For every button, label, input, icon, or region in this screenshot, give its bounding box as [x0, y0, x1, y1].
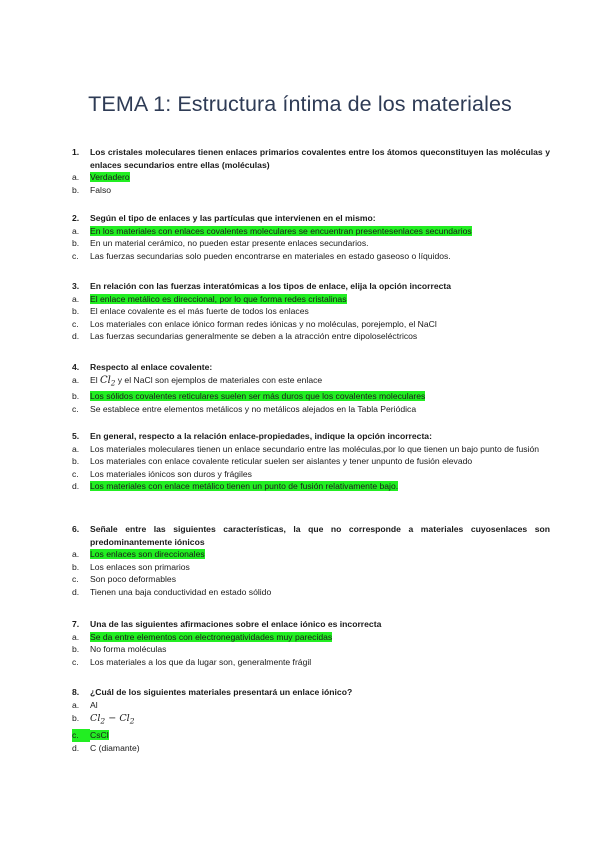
option-text: Al: [90, 699, 98, 710]
option-letter: b.: [72, 390, 80, 401]
option-text: Los materiales iónicos son duros y frágiles: [90, 468, 252, 479]
option-letter: b.: [72, 644, 80, 655]
option-b: [72, 390, 550, 403]
question-number: 1.: [72, 147, 80, 157]
option-d: [72, 480, 550, 493]
question-stem: [72, 430, 550, 443]
option-text-correct: Los enlaces son direccionales: [90, 549, 205, 560]
option-text: Los materiales moleculares tienen un enlace secundario entre las moléculas,por lo que tienen un bajo punto de fusión: [90, 443, 540, 454]
option-c: [72, 656, 550, 669]
question-text: Según el tipo de enlaces y las partículas que intervienen en el mismo:: [90, 213, 376, 223]
question-text: Los cristales moleculares tienen enlaces primarios covalentes entre los átomos queconstituyen las moléculas y enlaces secundarios entre ellas (moléculas): [90, 147, 550, 170]
option-a: [72, 225, 550, 238]
option-letter: b.: [72, 456, 80, 467]
option-text: Los enlaces son primarios: [90, 561, 190, 572]
option-letter: c.: [72, 574, 79, 585]
question-text: Respecto al enlace covalente:: [90, 362, 213, 372]
question-4: [72, 361, 550, 415]
option-text: En un material cerámico, no pueden estar presente enlaces secundarios.: [90, 238, 369, 249]
question-stem: [72, 686, 550, 699]
option-text: Las fuerzas secundarias solo pueden encontrarse en materiales en estado gaseoso o líquidos.: [90, 250, 451, 261]
option-a: [72, 699, 550, 712]
question-number: 5.: [72, 431, 80, 441]
option-letter: d.: [72, 481, 80, 492]
option-letter: d.: [72, 586, 80, 597]
option-letter: b.: [72, 238, 80, 249]
option-text: Son poco deformables: [90, 574, 176, 585]
option-text: Se establece entre elementos metálicos y no metálicos alejados en la Tabla Periódica: [90, 403, 417, 414]
question-number: 7.: [72, 619, 80, 629]
option-letter: c.: [72, 318, 79, 329]
option-letter: a.: [72, 172, 80, 183]
option-letter: a.: [72, 699, 80, 710]
option-letter: c.: [72, 403, 79, 414]
question-stem: [72, 280, 550, 293]
option-b: [72, 711, 550, 729]
option-text: C (diamante): [90, 742, 140, 753]
question-stem: [72, 212, 550, 225]
question-text: Señale entre las siguientes características, la que no corresponde a materiales cuyosenlaces son predominantemente iónicos: [90, 524, 550, 547]
option-letter: b.: [72, 561, 80, 572]
math-subscript: 2: [129, 716, 135, 726]
option-text: [90, 711, 550, 729]
question-8: [72, 686, 550, 754]
option-c: [72, 403, 550, 416]
option-text: Tienen una baja conductividad en estado sólido: [90, 586, 272, 597]
option-text: Falso: [90, 184, 112, 195]
option-letter: d.: [72, 331, 80, 342]
option-letter: a.: [72, 443, 80, 454]
math-operator: −: [105, 713, 120, 725]
option-c: [72, 318, 550, 331]
option-b: [72, 237, 550, 250]
option-a: [72, 374, 550, 390]
option-text: El $Cl_2$ y el NaCl son ejemplos de materiales con este enlace: [90, 374, 323, 388]
option-d: [72, 742, 550, 755]
question-5: [72, 430, 550, 493]
question-stem: [72, 618, 550, 631]
question-text: ¿Cuál de los siguientes materiales presentará un enlace iónico?: [90, 687, 353, 697]
option-b: [72, 455, 550, 468]
question-3: [72, 280, 550, 343]
question-number: 2.: [72, 213, 80, 223]
option-letter: d.: [72, 742, 80, 753]
question-text: Una de las siguientes afirmaciones sobre el enlace iónico es incorrecta: [90, 619, 382, 629]
option-text-correct: El enlace metálico es direccional, por lo que forma redes cristalinas: [90, 293, 347, 304]
question-text: En relación con las fuerzas interatómicas a los tipos de enlace, elija la opción incorrecta: [90, 281, 452, 291]
option-text-correct: CsCl: [90, 729, 109, 740]
option-letter: a.: [72, 225, 80, 236]
question-stem: [72, 523, 550, 548]
math-formula: Cl: [100, 374, 111, 386]
option-a: [72, 548, 550, 561]
math-formula: Cl: [90, 713, 101, 725]
question-number: 3.: [72, 281, 80, 291]
option-text-correct: Los sólidos covalentes reticulares suelen ser más duros que los covalentes moleculares: [90, 390, 426, 401]
option-text: No forma moléculas: [90, 644, 167, 655]
option-letter: a.: [72, 293, 80, 304]
option-letter: c.: [72, 729, 90, 742]
option-text-correct: Los materiales con enlace metálico tienen un punto de fusión relativamente bajo.: [90, 481, 399, 492]
option-c: [72, 573, 550, 586]
question-1: [72, 146, 550, 196]
option-text: Los materiales con enlace covalente reticular suelen ser aislantes y tener unpunto de fusión elevado: [90, 456, 473, 467]
option-letter: c.: [72, 468, 79, 479]
option-text: Las fuerzas secundarias generalmente se deben a la atracción entre dipoloseléctricos: [90, 331, 418, 342]
option-a: [72, 631, 550, 644]
option-text: Los materiales a los que da lugar son, generalmente frágil: [90, 656, 312, 667]
option-b: [72, 184, 550, 197]
question-2: [72, 212, 550, 262]
option-c: [72, 729, 550, 742]
option-a: [72, 443, 550, 456]
question-6: [72, 523, 550, 599]
question-stem: [72, 361, 550, 374]
question-stem: [72, 146, 550, 171]
option-b: [72, 643, 550, 656]
option-text-correct: En los materiales con enlaces covalentes moleculares se encuentran presentesenlaces secundarios: [90, 225, 472, 236]
math-subscript: 2: [110, 379, 116, 388]
option-text: El enlace covalente es el más fuerte de todos los enlaces: [90, 306, 309, 317]
option-a: [72, 171, 550, 184]
option-text: Los materiales con enlace iónico forman redes iónicas y no moléculas, porejemplo, el NaCl: [90, 318, 437, 329]
option-letter: a.: [72, 374, 80, 385]
page-title: TEMA 1: Estructura íntima de los materiales: [88, 92, 512, 116]
option-letter: b.: [72, 306, 80, 317]
option-c: [72, 468, 550, 481]
option-letter: a.: [72, 549, 80, 560]
option-a: [72, 293, 550, 306]
option-b: [72, 305, 550, 318]
option-d: [72, 586, 550, 599]
option-letter: c.: [72, 656, 79, 667]
question-7: [72, 618, 550, 668]
math-formula: Cl: [119, 713, 130, 725]
option-d: [72, 330, 550, 343]
option-text-correct: Se da entre elementos con electronegatividades muy parecidas: [90, 631, 333, 642]
option-text-correct: Verdadero: [90, 172, 130, 183]
option-letter: b.: [72, 713, 80, 724]
question-number: 8.: [72, 687, 80, 697]
option-b: [72, 561, 550, 574]
question-number: 4.: [72, 362, 80, 372]
option-c: [72, 250, 550, 263]
option-letter: a.: [72, 631, 80, 642]
question-text: En general, respecto a la relación enlace-propiedades, indique la opción incorrecta:: [90, 431, 432, 441]
option-letter: b.: [72, 184, 80, 195]
option-letter: c.: [72, 250, 79, 261]
question-number: 6.: [72, 524, 80, 534]
math-subscript: 2: [100, 716, 106, 726]
